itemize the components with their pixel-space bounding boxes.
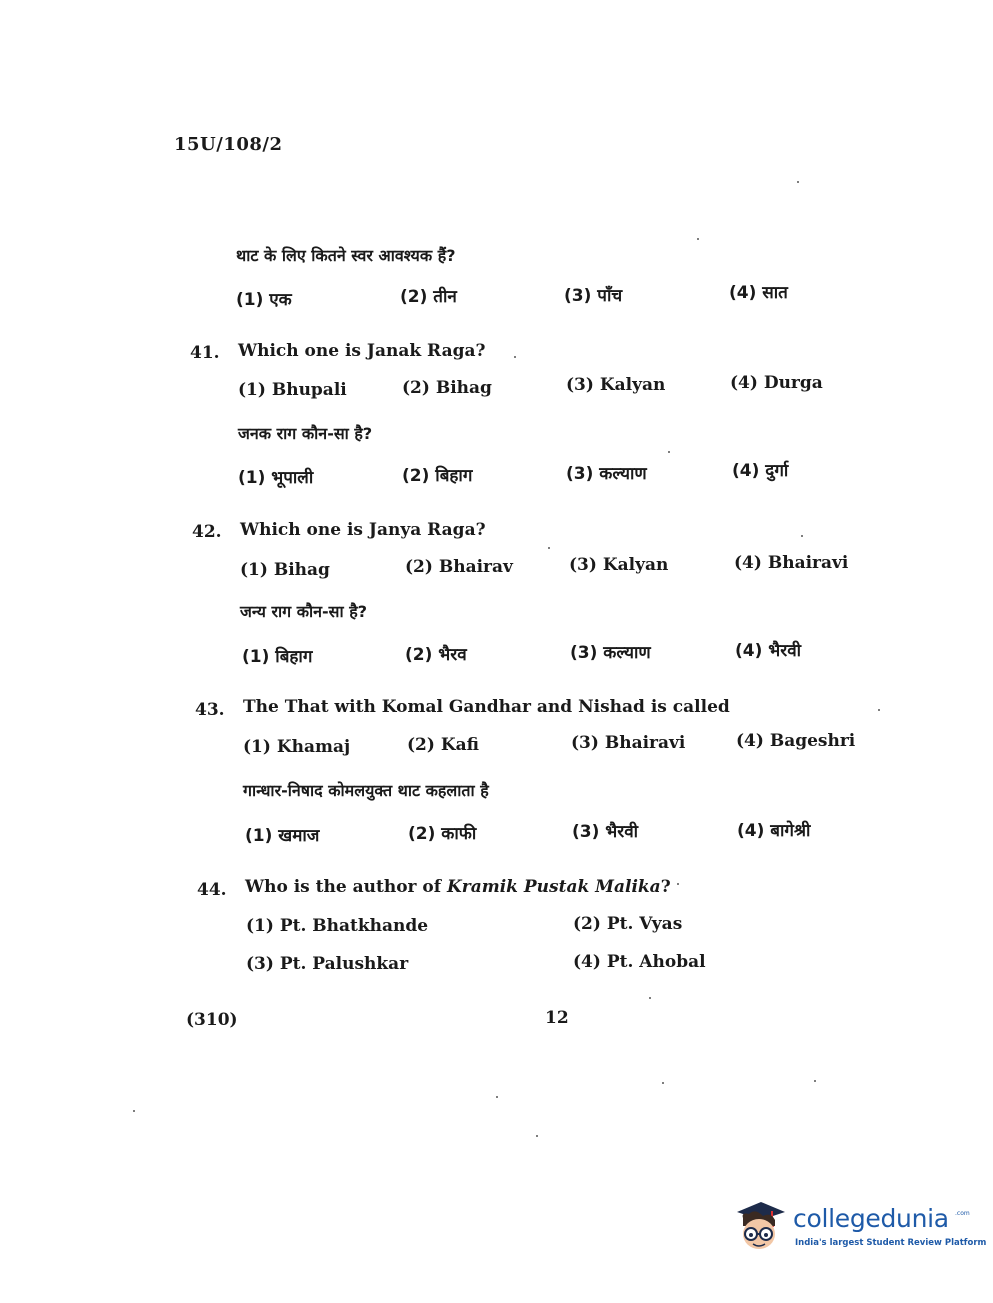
- carry-question-hindi: थाट के लिए कितने स्वर आवश्यक हैं?: [236, 246, 456, 265]
- question-43-option-3: (3) Bhairavi: [571, 733, 686, 753]
- question-42-option-3-hindi: (3) कल्याण: [570, 643, 651, 663]
- question-44-text: Who is the author of Kramik Pustak Malika?: [245, 877, 671, 897]
- collegedunia-logo: [733, 1198, 987, 1258]
- page-number: 12: [545, 1008, 569, 1028]
- question-43-option-2: (2) Kafi: [407, 735, 479, 755]
- question-41-number: 41.: [190, 343, 220, 363]
- brand-tagline: India's largest Student Review Platform: [795, 1238, 987, 1248]
- question-43-option-2-hindi: (2) काफी: [408, 824, 477, 844]
- question-43-option-4: (4) Bageshri: [736, 731, 856, 751]
- question-42-number: 42.: [192, 522, 222, 542]
- mascot-icon: [733, 1198, 788, 1258]
- question-41-option-1-hindi: (1) भूपाली: [238, 468, 314, 488]
- question-44-option-1: (1) Pt. Bhatkhande: [246, 916, 429, 936]
- footer-code: (310): [186, 1010, 238, 1030]
- question-41-option-3-hindi: (3) कल्याण: [566, 464, 647, 484]
- question-42-text: Which one is Janya Raga?: [240, 520, 486, 540]
- question-41-option-4: (4) Durga: [730, 373, 823, 393]
- question-42-option-1-hindi: (1) बिहाग: [242, 647, 313, 667]
- question-43-option-1: (1) Khamaj: [243, 737, 351, 757]
- brand-name: collegedunia: [793, 1204, 949, 1233]
- question-44-option-4: (4) Pt. Ahobal: [573, 952, 706, 972]
- carry-option-4: (4) सात: [729, 283, 788, 303]
- question-42-option-1: (1) Bihag: [240, 560, 330, 580]
- carry-option-2: (2) तीन: [400, 287, 457, 307]
- question-43-number: 43.: [195, 700, 225, 720]
- question-42-option-2: (2) Bhairav: [405, 557, 513, 577]
- question-41-option-2: (2) Bihag: [402, 378, 492, 398]
- question-42-option-2-hindi: (2) भैरव: [405, 645, 467, 665]
- question-44-number: 44.: [197, 880, 227, 900]
- book-title: Kramik Pustak Malika: [446, 877, 661, 897]
- question-41-option-1: (1) Bhupali: [238, 380, 347, 400]
- question-41-option-2-hindi: (2) बिहाग: [402, 466, 473, 486]
- question-43-option-1-hindi: (1) खमाज: [245, 826, 320, 846]
- question-41-option-3: (3) Kalyan: [566, 375, 666, 395]
- carry-option-1: (1) एक: [236, 290, 292, 310]
- question-42-option-4-hindi: (4) भैरवी: [735, 641, 802, 661]
- question-42-option-3: (3) Kalyan: [569, 555, 669, 575]
- paper-code: 15U/108/2: [174, 134, 283, 155]
- question-43-option-3-hindi: (3) भैरवी: [572, 822, 639, 842]
- question-43-text-hindi: गान्धार-निषाद कोमलयुक्त थाट कहलाता है: [243, 781, 489, 800]
- question-42-text-hindi: जन्य राग कौन-सा है?: [240, 602, 367, 621]
- question-44-option-3: (3) Pt. Palushkar: [246, 954, 409, 974]
- question-44-option-2: (2) Pt. Vyas: [573, 914, 683, 934]
- question-43-text: The That with Komal Gandhar and Nishad is called: [243, 697, 730, 717]
- question-41-text-hindi: जनक राग कौन-सा है?: [238, 424, 373, 443]
- brand-domain: .com: [955, 1210, 970, 1217]
- question-41-text: Which one is Janak Raga?: [238, 341, 486, 361]
- question-42-option-4: (4) Bhairavi: [734, 553, 849, 573]
- carry-option-3: (3) पाँच: [564, 286, 623, 306]
- question-43-option-4-hindi: (4) बागेश्री: [737, 821, 811, 841]
- question-41-option-4-hindi: (4) दुर्गा: [732, 461, 789, 481]
